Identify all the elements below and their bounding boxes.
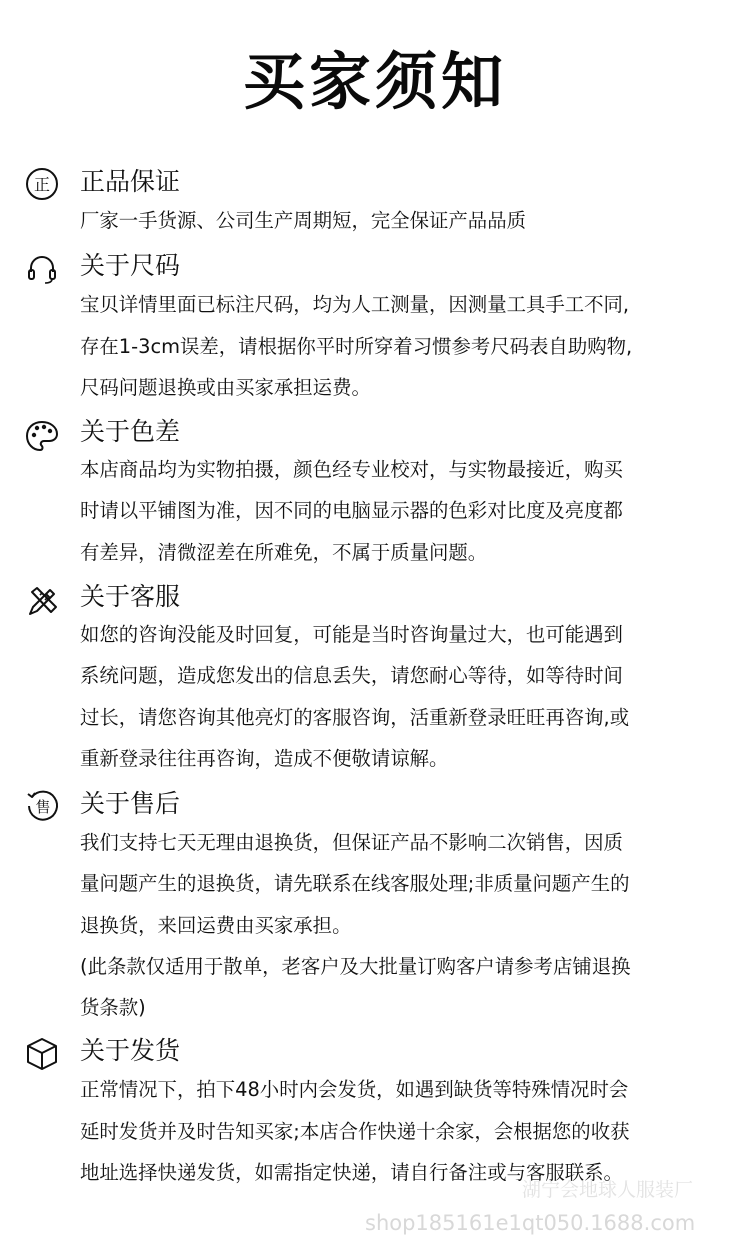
zheng-seal-icon (24, 166, 60, 202)
section-heading: 关于色差 (80, 417, 181, 446)
section-text-line: 本店商品均为实物拍摄，颜色经专业校对，与实物最接近，购买 (80, 458, 623, 481)
section-heading: 正品保证 (80, 167, 181, 196)
palette-icon (24, 418, 60, 454)
section-text-line: (此条款仅适用于散单，老客户及大批量订购客户请参考店铺退换 (80, 955, 631, 978)
section-text-line: 退换货，来回运费由买家承担。 (80, 914, 352, 937)
section-heading: 关于尺码 (80, 251, 181, 280)
watermark-shop-url: shop185161e1qt050.1688.com (365, 1211, 696, 1235)
section-text-line: 厂家一手货源、公司生产周期短，完全保证产品品质 (80, 209, 526, 232)
section-heading: 关于客服 (80, 582, 181, 611)
section-text-line: 如您的咨询没能及时回复，可能是当时咨询量过大，也可能遇到 (80, 623, 623, 646)
shou-return-icon (24, 788, 60, 824)
section-text-line: 时请以平铺图为准，因不同的电脑显示器的色彩对比度及亮度都 (80, 499, 623, 522)
page-title: 买家须知 (242, 45, 507, 118)
pencil-ruler-icon (24, 584, 60, 620)
section-text-line: 有差异，清微涩差在所难免，不属于质量问题。 (80, 541, 488, 564)
section-text-line: 过长，请您咨询其他亮灯的客服咨询，活重新登录旺旺再咨询,或 (80, 706, 630, 729)
section-text-line: 我们支持七天无理由退换货，但保证产品不影响二次销售，因质 (80, 831, 623, 854)
section-heading: 关于售后 (80, 789, 181, 818)
section-text-line: 系统问题，造成您发出的信息丢失，请您耐心等待，如等待时间 (80, 664, 623, 687)
watermark-shop-name: 湖宁会地球人服装厂 (522, 1179, 694, 1201)
svg-text:售: 售 (35, 798, 51, 816)
headset-icon (24, 252, 60, 288)
section-heading: 关于发货 (80, 1036, 181, 1065)
box-icon (24, 1036, 60, 1072)
svg-text:正: 正 (33, 175, 51, 194)
section-text-line: 正常情况下，拍下48小时内会发货，如遇到缺货等特殊情况时会 (80, 1078, 629, 1101)
section-text-line: 重新登录往往再咨询，造成不便敬请谅解。 (80, 747, 449, 770)
section-text-line: 存在1-3cm误差，请根据你平时所穿着习惯参考尺码表自助购物, (80, 335, 633, 358)
section-text-line: 延时发货并及时告知买家;本店合作快递十余家，会根据您的收获 (80, 1120, 630, 1143)
section-text-line: 尺码问题退换或由买家承担运费。 (80, 376, 371, 399)
section-text-line: 量问题产生的退换货，请先联系在线客服处理;非质量问题产生的 (80, 872, 630, 895)
section-text-line: 地址选择快递发货，如需指定快递，请自行备注或与客服联系。 (80, 1161, 623, 1184)
section-text-line: 货条款) (80, 996, 146, 1019)
section-text-line: 宝贝详情里面已标注尺码，均为人工测量，因测量工具手工不同, (80, 293, 630, 316)
